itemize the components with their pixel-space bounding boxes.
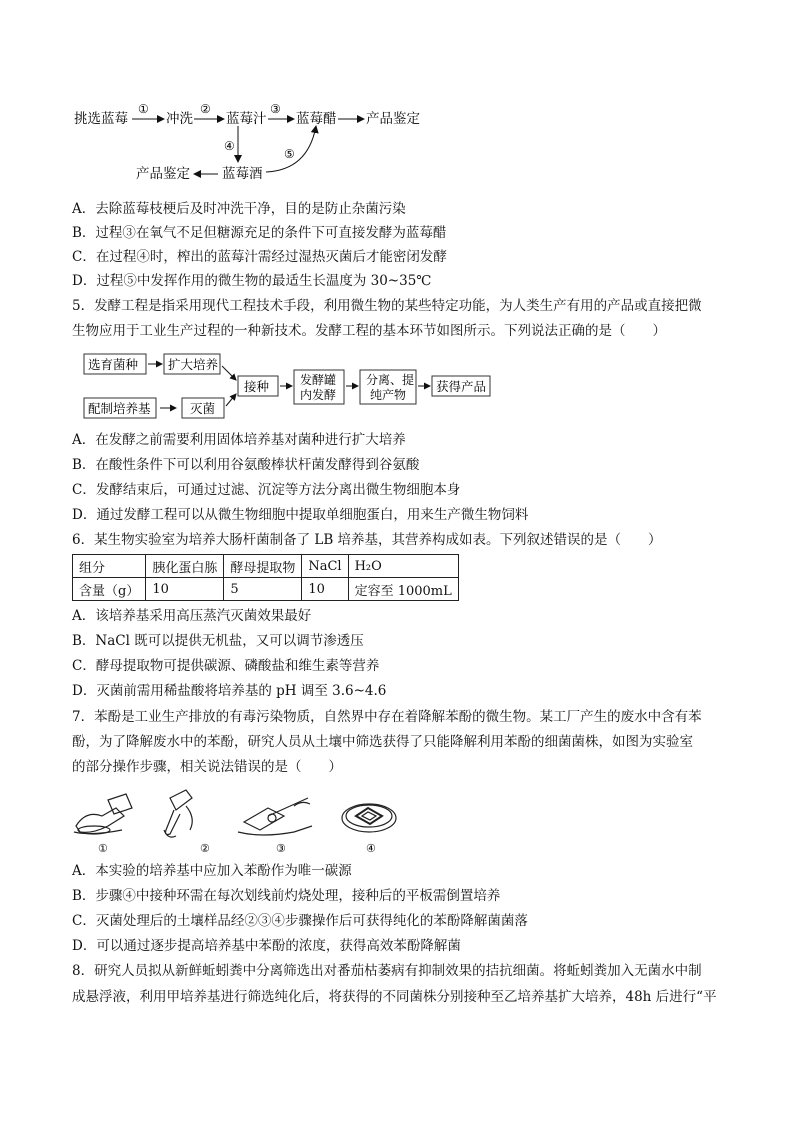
flow-node-select: 挑选蓝莓: [74, 111, 128, 127]
flow-box-ferment-1: 发酵罐: [300, 373, 337, 387]
table-cell: 10: [302, 578, 348, 601]
q6-option-c: C．酵母提取物可提供碳源、磷酸盐和维生素等营养: [72, 658, 380, 674]
q7-option-b: B．步骤④中接种环需在每次划线前灼烧处理，接种后的平板需倒置培养: [72, 888, 501, 904]
flow-box-select: 选育菌种: [88, 357, 139, 372]
flow-step-5: ⑤: [284, 147, 295, 161]
q5-stem-line2: 生物应用于工业生产过程的一种新技术。发酵工程的基本环节如图所示。下列说法正确的是（ ）: [72, 323, 666, 339]
step-label-2: ②: [200, 842, 210, 854]
table-cell: NaCl: [302, 555, 348, 578]
flow-box-sterilize: 灭菌: [190, 401, 216, 416]
lb-medium-table: [72, 554, 459, 601]
lab-steps-illustration: [72, 786, 402, 854]
q7-stem-line3: 的部分操作步骤，相关说法错误的是（ ）: [72, 759, 342, 775]
q6-stem: 6．某生物实验室为培养大肠杆菌制备了 LB 培养基，其营养构成如表。下列叙述错误的是（ ）: [72, 532, 662, 548]
q7-stem-line1: 7．苯酚是工业生产排放的有毒污染物质，自然界中存在着降解苯酚的微生物。某工厂产生的废水中含有苯: [72, 709, 702, 725]
q7-option-c: C．灭菌处理后的土壤样品经②③④步骤操作后可获得纯化的苯酚降解菌菌落: [72, 913, 528, 929]
q5-option-a: A．在发酵之前需要利用固体培养基对菌种进行扩大培养: [72, 432, 406, 448]
fermentation-flow-diagram: [72, 348, 502, 420]
table-cell: 胰化蛋白胨: [146, 555, 224, 578]
flow-node-vinegar: 蓝莓醋: [296, 111, 337, 127]
step-2-test-tube-figure: [164, 790, 192, 837]
step-4-petri-dish-figure: [342, 804, 396, 832]
q4-option-a: A．去除蓝莓枝梗后及时冲洗干净，目的是防止杂菌污染: [72, 201, 406, 217]
q7-option-a: A．本实验的培养基中应加入苯酚作为唯一碳源: [72, 863, 352, 879]
flow-step-2: ②: [200, 102, 211, 116]
flow-node-wash: 冲洗: [166, 111, 193, 127]
step-label-1: ①: [98, 842, 108, 854]
q4-option-c: C．在过程④时，榨出的蓝莓汁需经过湿热灭菌后才能密闭发酵: [72, 249, 447, 265]
q7-stem-line2: 酚，为了降解废水中的苯酚，研究人员从土壤中筛选获得了只能降解利用苯酚的细菌菌株，如图为实验室: [72, 734, 693, 750]
step-3-streak-figure: [238, 798, 312, 835]
table-cell: 含量（g）: [73, 578, 146, 601]
q7-option-d: D．可以通过逐步提高培养基中苯酚的浓度，获得高效苯酚降解菌: [72, 938, 461, 954]
flow-box-ferment-2: 内发酵: [300, 388, 337, 402]
q6-option-d: D．灭菌前需用稀盐酸将培养基的 pH 调至 3.6~4.6: [72, 683, 387, 699]
flow-node-wine: 蓝莓酒: [222, 166, 263, 182]
table-cell: 5: [224, 578, 302, 601]
q5-option-d: D．通过发酵工程可以从微生物细胞中提取单细胞蛋白，用来生产微生物饲料: [72, 507, 529, 523]
flow-step-1: ①: [138, 102, 149, 116]
flow-step-3: ③: [270, 102, 281, 116]
table-cell: 定容至 1000mL: [348, 578, 458, 601]
step-label-3: ③: [276, 842, 286, 854]
flow-box-product: 获得产品: [436, 379, 487, 394]
flow-box-separate-1: 分离、提: [366, 373, 415, 387]
q5-stem-line1: 5．发酵工程是指采用现代工程技术手段，利用微生物的某些特定功能，为人类生产有用的产品或直接把微: [72, 298, 702, 314]
flow-box-medium: 配制培养基: [88, 401, 151, 416]
flow-node-result2: 产品鉴定: [136, 166, 190, 182]
q5-option-b: B．在酸性条件下可以利用谷氨酸棒状杆菌发酵得到谷氨酸: [72, 457, 420, 473]
table-cell: H₂O: [348, 555, 458, 578]
flow-node-result1: 产品鉴定: [366, 111, 420, 127]
table-header-row: [73, 555, 459, 578]
step-1-pouring-figure: [74, 794, 132, 834]
blueberry-flow-diagram: [72, 100, 432, 190]
flow-box-separate-2: 纯产物: [370, 388, 407, 402]
table-cell: 10: [146, 578, 224, 601]
q8-stem-line2: 成悬浮液，利用甲培养基进行筛选纯化后，将获得的不同菌株分别接种至乙培养基扩大培养，48h 后进行“平: [72, 989, 717, 1005]
flow-step-4: ④: [224, 139, 235, 153]
flow-box-expand: 扩大培养: [168, 357, 219, 372]
q6-option-b: B．NaCl 既可以提供无机盐，又可以调节渗透压: [72, 633, 364, 649]
flow-node-juice: 蓝莓汁: [226, 111, 267, 127]
table-row: [73, 578, 459, 601]
flow-box-inoculate: 接种: [244, 379, 270, 394]
step-label-4: ④: [366, 842, 376, 854]
table-cell: 酵母提取物: [224, 555, 302, 578]
q4-option-b: B．过程③在氧气不足但糖源充足的条件下可直接发酵为蓝莓醋: [72, 225, 447, 241]
q5-option-c: C．发酵结束后，可通过过滤、沉淀等方法分离出微生物细胞本身: [72, 482, 461, 498]
q6-option-a: A．该培养基采用高压蒸汽灭菌效果最好: [72, 608, 312, 624]
table-cell: 组分: [73, 555, 146, 578]
q8-stem-line1: 8．研究人员拟从新鲜蚯蚓粪中分离筛选出对番茄枯萎病有抑制效果的拮抗细菌。将蚯蚓粪加入无菌水中制: [72, 963, 702, 979]
q4-option-d: D．过程⑤中发挥作用的微生物的最适生长温度为 30~35℃: [72, 273, 432, 289]
